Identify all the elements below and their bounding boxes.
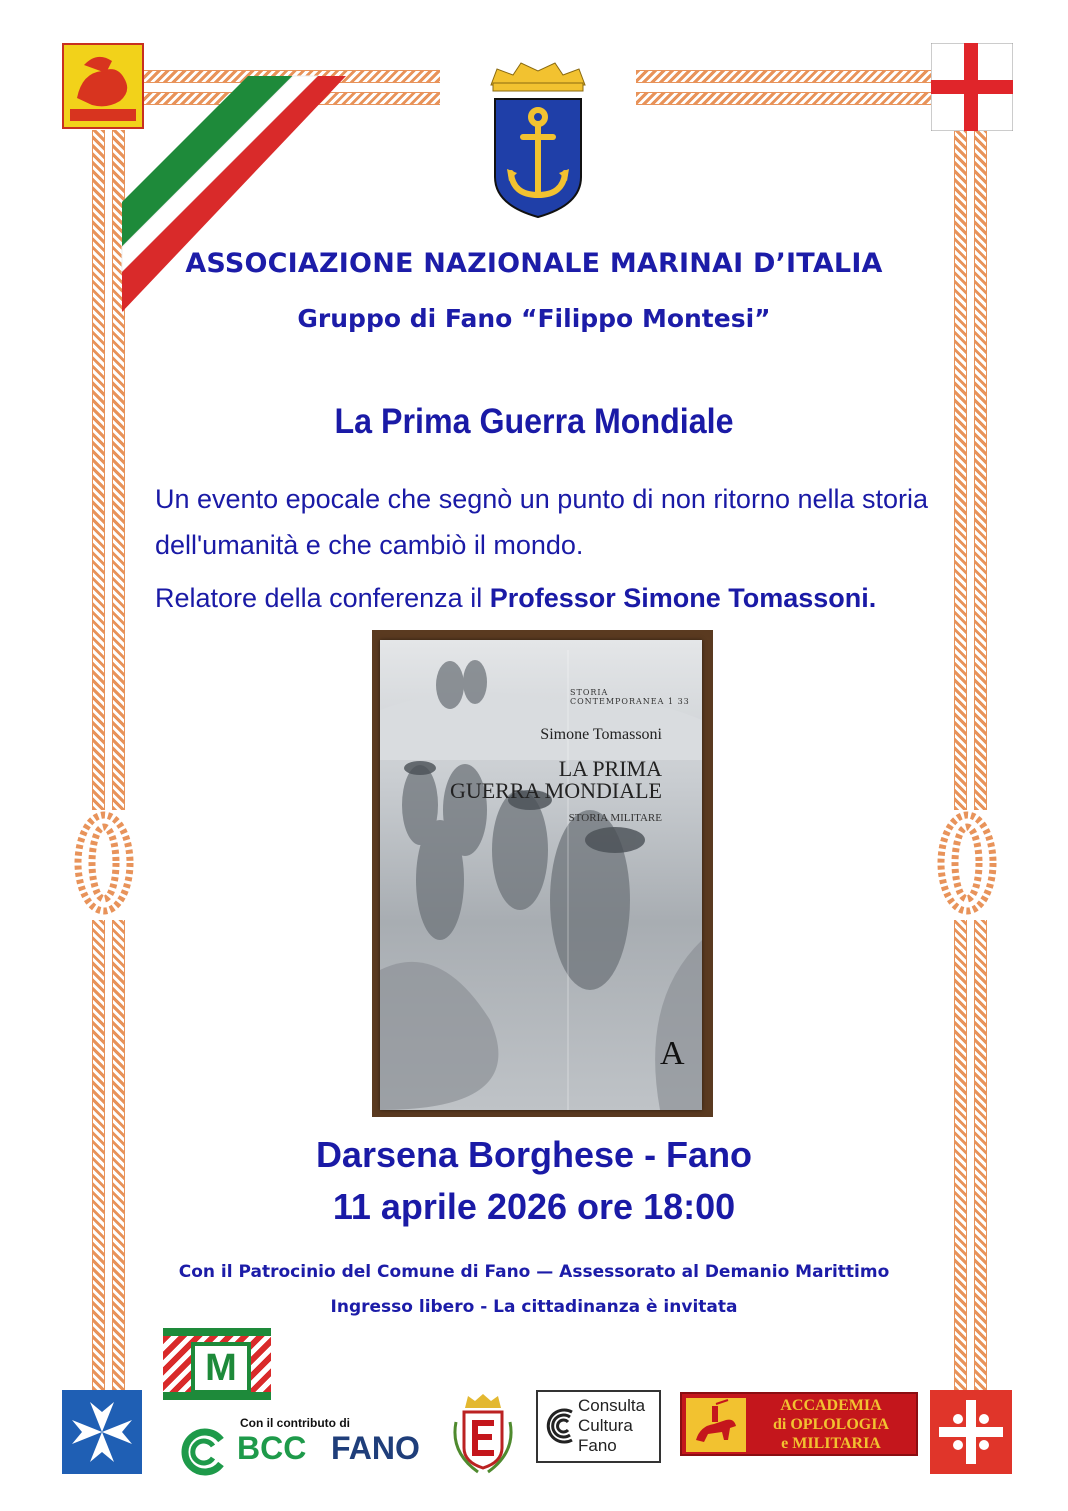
rope-border-right bbox=[974, 130, 987, 810]
rope-border-top-right bbox=[636, 92, 932, 105]
rope-border-top-right bbox=[636, 70, 932, 83]
speaker-name: Professor Simone Tomassoni. bbox=[489, 583, 877, 613]
accademia-text bbox=[750, 1396, 912, 1453]
book-series-label: STORIA CONTEMPORANEA 1 33 bbox=[570, 688, 690, 706]
anmi-anchor-crest-icon bbox=[483, 55, 593, 223]
event-title: La Prima Guerra Mondiale bbox=[334, 402, 734, 441]
italian-flag-sash-icon bbox=[118, 72, 348, 317]
group-name: Gruppo di Fano “Filippo Montesi” bbox=[297, 304, 771, 333]
publisher-mark: A bbox=[660, 1035, 685, 1072]
consulta-line1: Consulta bbox=[578, 1396, 646, 1415]
book-title-line2: GUERRA MONDIALE bbox=[449, 778, 662, 803]
book-author: Simone Tomassoni bbox=[540, 726, 662, 743]
accademia-logo bbox=[680, 1392, 918, 1456]
bcc-logo-icon bbox=[175, 1428, 231, 1476]
bcc-name: BCC bbox=[237, 1430, 307, 1466]
speaker-prefix: Relatore della conferenza il bbox=[155, 583, 490, 613]
rope-border-left bbox=[92, 130, 105, 810]
comune-fano-crest-icon bbox=[448, 1392, 518, 1476]
consulta-logo bbox=[536, 1390, 661, 1463]
rope-knot-left-icon bbox=[72, 808, 136, 918]
patronage-text: Con il Patrocinio del Comune di Fano — Assessorato al Demanio Marittimo bbox=[178, 1262, 890, 1282]
organization-name: ASSOCIAZIONE NAZIONALE MARINAI D’ITALIA bbox=[185, 248, 883, 279]
genoa-cross-flag-icon bbox=[931, 43, 1013, 131]
m-logo-letter: M bbox=[191, 1342, 251, 1394]
contribution-label: Con il contributo di bbox=[240, 1416, 350, 1430]
venue-datetime: 11 aprile 2026 ore 18:00 bbox=[332, 1186, 736, 1227]
soldiers-trench-photo-icon bbox=[380, 640, 702, 1110]
book-title-line1: LA PRIMA bbox=[558, 756, 662, 781]
book-photo bbox=[372, 630, 713, 1117]
admission-text: Ingresso libero - La cittadinanza è invitata bbox=[330, 1297, 738, 1317]
event-description: Un evento epocale che segnò un punto di non ritorno nella storia dell'umanità e che cambiò il mondo. bbox=[155, 484, 929, 560]
rope-knot-right-icon bbox=[935, 808, 999, 918]
m-logo bbox=[163, 1328, 271, 1400]
consulta-line2: Cultura bbox=[578, 1416, 633, 1435]
accademia-line1: ACCADEMIA bbox=[780, 1397, 882, 1414]
book-cover bbox=[380, 640, 702, 1110]
venice-lion-flag-icon bbox=[62, 43, 144, 129]
accademia-line2: di OPLOLOGIA bbox=[772, 1416, 890, 1433]
horse-rider-icon bbox=[686, 1398, 746, 1452]
pisa-cross-flag-icon bbox=[930, 1390, 1012, 1474]
accademia-line3: e MILITARIA bbox=[781, 1435, 881, 1452]
book-title bbox=[450, 758, 662, 802]
bcc-city: FANO bbox=[331, 1430, 420, 1466]
speaker-line bbox=[155, 575, 945, 621]
venue-place: Darsena Borghese - Fano bbox=[315, 1134, 753, 1175]
rope-border-right bbox=[954, 130, 967, 810]
consulta-swirl-icon bbox=[544, 1406, 580, 1446]
consulta-text bbox=[578, 1396, 645, 1456]
amalfi-cross-flag-icon bbox=[62, 1390, 142, 1474]
consulta-line3: Fano bbox=[578, 1436, 617, 1455]
book-subtitle: STORIA MILITARE bbox=[568, 812, 662, 824]
